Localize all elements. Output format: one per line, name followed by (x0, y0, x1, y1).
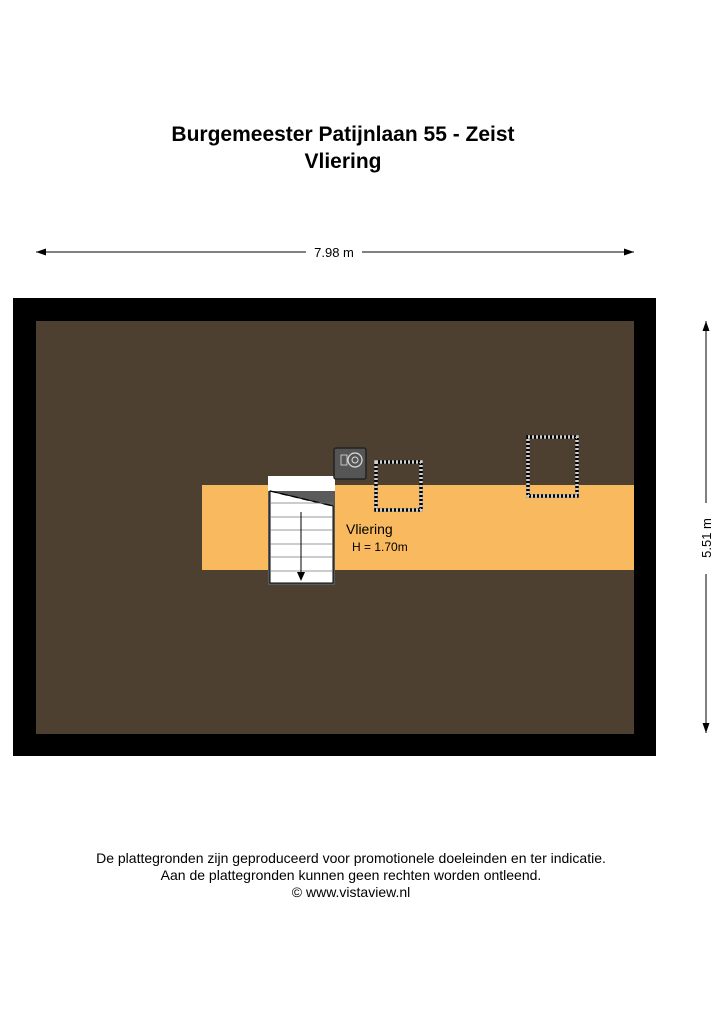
disclaimer-line-2: Aan de plattegronden kunnen geen rechten worden ontleend. (160, 867, 542, 883)
plan-title: Burgemeester Patijnlaan 55 - Zeist (171, 123, 515, 146)
stair-icon (268, 476, 335, 585)
room-name: Vliering (346, 521, 393, 537)
copyright-link[interactable]: © www.vistaview.nl (291, 884, 411, 900)
height-dimension (699, 321, 714, 733)
disclaimer-line-1: De plattegronden zijn geproduceerd voor promotionele doeleinden en ter indicatie. (96, 850, 606, 866)
height-label: 5.51 m (699, 518, 714, 558)
floor-name: Vliering (304, 150, 382, 173)
room-height: H = 1.70m (352, 540, 408, 554)
boiler-icon (334, 448, 366, 479)
width-label: 7.98 m (314, 245, 354, 260)
width-dimension (36, 245, 634, 260)
